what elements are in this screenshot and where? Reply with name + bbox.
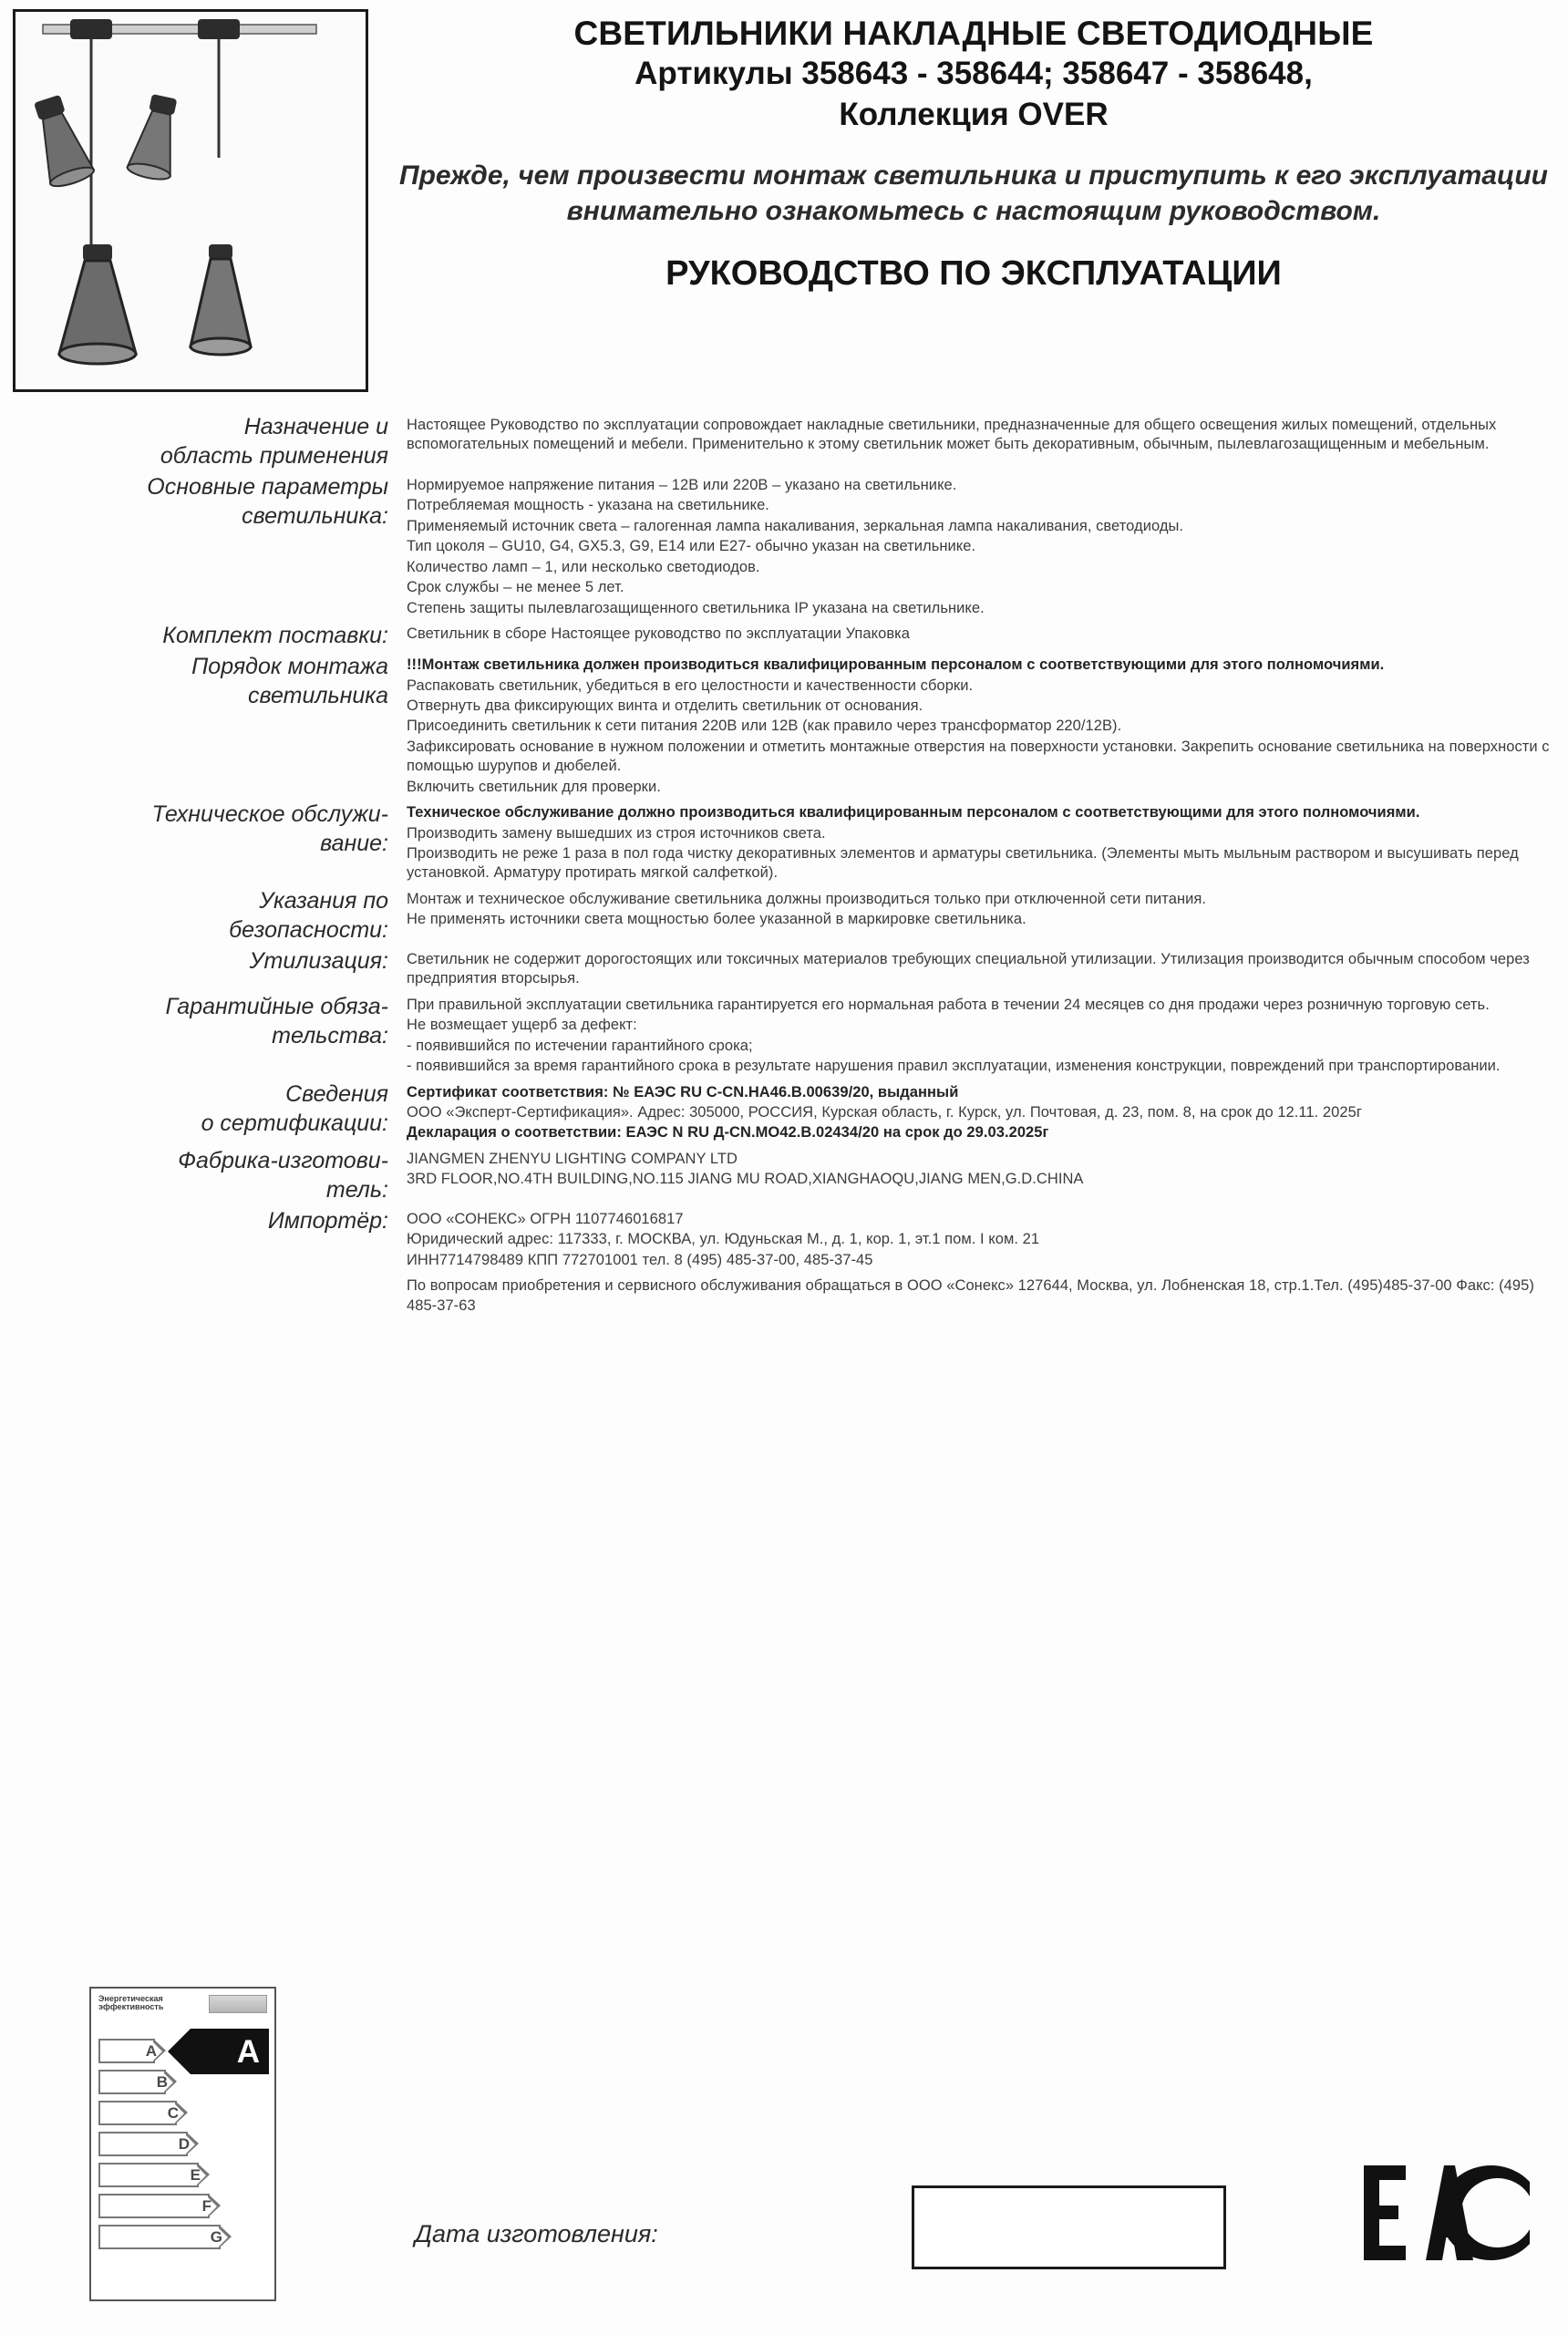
section-label [5, 946, 407, 976]
energy-class-row [98, 2101, 267, 2129]
manual-section-row [5, 800, 1555, 884]
section-paragraph: Юридический адрес: 117333, г. МОСКВА, ул. Юдуньская М., д. 1, кор. 1, эт.1 пом. I ком. 21 [407, 1231, 1040, 1248]
section-label-line: Назначение и [243, 414, 388, 439]
section-body [407, 472, 1555, 619]
section-paragraph: !!!Монтаж светильника должен производиться квалифицированным персоналом с соответствующими для этого полномочиями. [407, 656, 1385, 674]
manual-section-row [5, 412, 1555, 470]
manufacture-date-label: Дата изготовления: [415, 2220, 658, 2247]
energy-efficiency-label [89, 1987, 276, 2301]
section-paragraph: Сертификат соответствия: № ЕАЭС RU C-CN.НА46.В.00639/20, выданный [407, 1083, 959, 1100]
section-label-line: Гарантийные обяза- [165, 993, 388, 1019]
energy-class-row [98, 2225, 267, 2253]
manual-section-row [5, 1273, 1555, 1317]
section-label-line: Импортёр: [267, 1207, 388, 1234]
manual-section-row [5, 621, 1555, 650]
energy-heading-line2: эффективность [98, 2002, 164, 2012]
section-body [407, 1206, 1555, 1271]
energy-class-letter: A [145, 2042, 157, 2060]
energy-class-badge [191, 2029, 269, 2074]
header-text-block [368, 9, 1555, 294]
energy-class-letter: D [178, 2135, 190, 2153]
manual-section-row [5, 1080, 1555, 1144]
section-paragraph: Присоединить светильник к сети питания 220В или 12В (как правило через трансформатор 220/12В). [407, 718, 1122, 735]
energy-class-row [98, 2163, 267, 2191]
manual-section-row [5, 992, 1555, 1078]
section-label-line: тель: [325, 1176, 388, 1203]
energy-class-arrow [98, 2132, 188, 2156]
section-label [5, 800, 407, 858]
section-paragraph: - появившийся за время гарантийного срока в результате нарушения правил эксплуатации, изменения конструкции, повреждений при транспортировании. [407, 1058, 1501, 1075]
section-paragraph: Степень защиты пылевлагозащищенного светильника IP указана на светильнике. [407, 599, 985, 616]
section-label-line: светильника: [242, 503, 388, 529]
section-label-line: безопасности: [229, 916, 388, 943]
section-paragraph: ООО «Эксперт-Сертификация». Адрес: 305000, РОССИЯ, Курская область, г. Курск, ул. Почтовая, д. 23, пом. 8, на срок до 12.11. 2025г [407, 1103, 1362, 1121]
section-label [5, 652, 407, 710]
page-title: СВЕТИЛЬНИКИ НАКЛАДНЫЕ СВЕТОДИОДНЫЕ [573, 15, 1374, 52]
section-label-line: тельства: [272, 1022, 388, 1049]
section-body [407, 946, 1555, 990]
section-paragraph: ООО «СОНЕКС» ОГРН 1107746016817 [407, 1210, 684, 1227]
section-paragraph: ИНН7714798489 КПП 772701001 тел. 8 (495) 485-37-00, 485-37-45 [407, 1251, 873, 1268]
section-body [407, 886, 1555, 931]
section-paragraph: Техническое обслуживание должно производиться квалифицированным персоналом с соответствующими для этого полномочиями. [407, 804, 1420, 821]
section-paragraph: Распаковать светильник, убедиться в его целостности и качественности сборки. [407, 677, 974, 694]
eac-mark-icon [1360, 2162, 1533, 2264]
eac-conformity-glyph [1360, 2162, 1533, 2264]
section-label-line: Комплект поставки: [162, 623, 388, 649]
section-label [5, 472, 407, 531]
document-header [0, 0, 1568, 392]
section-paragraph: Потребляемая мощность - указана на светильнике. [407, 497, 769, 514]
energy-label-header [98, 1995, 267, 2026]
section-label-line: о сертификации: [201, 1110, 388, 1136]
product-photo [13, 9, 368, 392]
manual-sections [0, 412, 1568, 1317]
energy-class-row [98, 2132, 267, 2160]
section-label [5, 1206, 407, 1235]
energy-class-arrow [98, 2070, 166, 2094]
intro-notice: Прежде, чем произвести монтаж светильника и приступить к его эксплуатации внимательно ознакомьтесь с настоящим руководством. [399, 160, 1548, 227]
section-body [407, 412, 1555, 456]
manual-section-row [5, 946, 1555, 990]
energy-class-arrow [98, 2194, 210, 2218]
section-paragraph: 3RD FLOOR,NO.4TH BUILDING,NO.115 JIANG MU ROAD,XIANGHAOQU,JIANG MEN,G.D.CHINA [407, 1171, 1084, 1188]
section-label-line: Основные параметры [147, 474, 388, 500]
section-paragraph: Зафиксировать основание в нужном положении и отметить монтажные отверстия на поверхности установки. Закрепить основание светильника на поверхности с помощью шурупов и дюбелей. [407, 738, 1550, 775]
section-paragraph: Декларация о соответствии: ЕАЭС N RU Д-CN.МО42.В.02434/20 на срок до 29.03.2025г [407, 1124, 1049, 1142]
section-label [5, 1146, 407, 1204]
energy-class-arrow [98, 2163, 199, 2187]
energy-class-arrow [98, 2101, 177, 2125]
section-label-line: Порядок монтажа [191, 654, 388, 680]
section-body [407, 652, 1555, 798]
energy-label-heading [98, 1995, 206, 2012]
section-label-line: вание: [320, 831, 388, 857]
section-paragraph: Отвернуть два фиксирующих винта и отделить светильник от основания. [407, 697, 923, 714]
section-paragraph: Производить замену вышедших из строя источников света. [407, 824, 826, 842]
section-body [407, 621, 1555, 645]
section-label-line: Сведения [285, 1080, 388, 1107]
section-paragraph: Не возмещает ущерб за дефект: [407, 1017, 637, 1034]
section-label [5, 621, 407, 650]
manufacture-date-field[interactable] [912, 2185, 1226, 2269]
section-paragraph: Нормируемое напряжение питания – 12В или 220В – указано на светильнике. [407, 477, 957, 493]
energy-class-letter: E [190, 2166, 201, 2184]
section-body [407, 992, 1555, 1078]
energy-label-bar [209, 1995, 267, 2013]
manual-section-row [5, 1146, 1555, 1204]
energy-class-letter: B [156, 2073, 168, 2091]
section-label-line: светильника [248, 683, 388, 709]
guide-title: РУКОВОДСТВО ПО ЭКСПЛУАТАЦИИ [665, 254, 1282, 294]
energy-class-letter: F [201, 2197, 211, 2215]
lamp-illustration [15, 12, 368, 392]
manual-section-row [5, 1206, 1555, 1271]
energy-class-letter: C [167, 2104, 179, 2122]
article-numbers: Артикулы 358643 - 358644; 358647 - 358648, [634, 56, 1313, 92]
section-paragraph: - появившийся по истечении гарантийного срока; [407, 1037, 753, 1054]
section-paragraph: Количество ламп – 1, или несколько светодиодов. [407, 558, 760, 575]
section-label-line: Фабрика-изготови- [178, 1147, 388, 1173]
section-body [407, 800, 1555, 884]
section-label-line: область применения [160, 443, 388, 469]
section-paragraph: По вопросам приобретения и сервисного обслуживания обращаться в ООО «Сонекс» 127644, Москва, ул. Лобненская 18, стр.1.Тел. (495)485-37-00 Факс: (495) 485-37-63 [407, 1277, 1534, 1314]
section-paragraph: JIANGMEN ZHENYU LIGHTING COMPANY LTD [407, 1150, 738, 1167]
energy-class-arrow [98, 2039, 155, 2063]
section-paragraph: Светильник не содержит дорогостоящих или токсичных материалов требующих специальной утилизации. Утилизация производится обычным способом через предприятия вторсырья. [407, 950, 1530, 987]
section-label [5, 1080, 407, 1138]
section-paragraph: Монтаж и техническое обслуживание светильника должны производиться только при отключенной сети питания. [407, 890, 1207, 907]
section-label [5, 992, 407, 1050]
section-label [5, 412, 407, 470]
section-label [5, 886, 407, 945]
section-label-line: Утилизация: [249, 947, 388, 974]
section-paragraph: Настоящее Руководство по эксплуатации сопровождает накладные светильники, предназначенные для общего освещения жилых помещений, отдельных вспомогательных помещений и мебели. Применительно к этому светильник может быть декоративным, обычным, пылевлагозащищенным и мебельным. [407, 417, 1497, 453]
section-label-line: Указания по [259, 887, 388, 914]
energy-class-letter: G [210, 2228, 222, 2246]
section-label-line: Техническое обслужи- [151, 801, 388, 828]
section-paragraph: При правильной эксплуатации светильника гарантируется его нормальная работа в течении 24 месяцев со дня продажи через розничную торговую сеть. [407, 996, 1490, 1013]
document-footer [0, 1979, 1568, 2335]
energy-class-value: A [236, 2033, 260, 2070]
section-paragraph: Светильник в сборе Настоящее руководство по эксплуатации Упаковка [407, 625, 910, 643]
manual-section-row [5, 886, 1555, 945]
section-paragraph: Включить светильник для проверки. [407, 778, 661, 795]
manual-section-row [5, 652, 1555, 798]
section-body [407, 1146, 1555, 1191]
section-body [407, 1273, 1555, 1317]
manual-section-row [5, 472, 1555, 619]
energy-heading-line1: Энергетическая [98, 1994, 163, 2003]
section-body [407, 1080, 1555, 1144]
section-paragraph: Срок службы – не менее 5 лет. [407, 579, 624, 596]
section-paragraph: Производить не реже 1 раза в пол года чистку декоративных элементов и арматуры светильника. (Элементы мыть мыльным раствором и высушивать перед установкой. Арматуру протирать мягкой салфеткой). [407, 845, 1519, 882]
energy-class-arrow [98, 2225, 221, 2249]
section-paragraph: Не применять источники света мощностью более указанной в маркировке светильника. [407, 911, 1026, 928]
section-paragraph: Применяемый источник света – галогенная лампа накаливания, зеркальная лампа накаливания, светодиоды. [407, 517, 1184, 534]
section-paragraph: Тип цоколя – GU10, G4, GX5.3, G9, E14 или E27- обычно указан на светильнике. [407, 538, 976, 555]
energy-class-row [98, 2194, 267, 2222]
collection-name: Коллекция OVER [839, 97, 1109, 133]
